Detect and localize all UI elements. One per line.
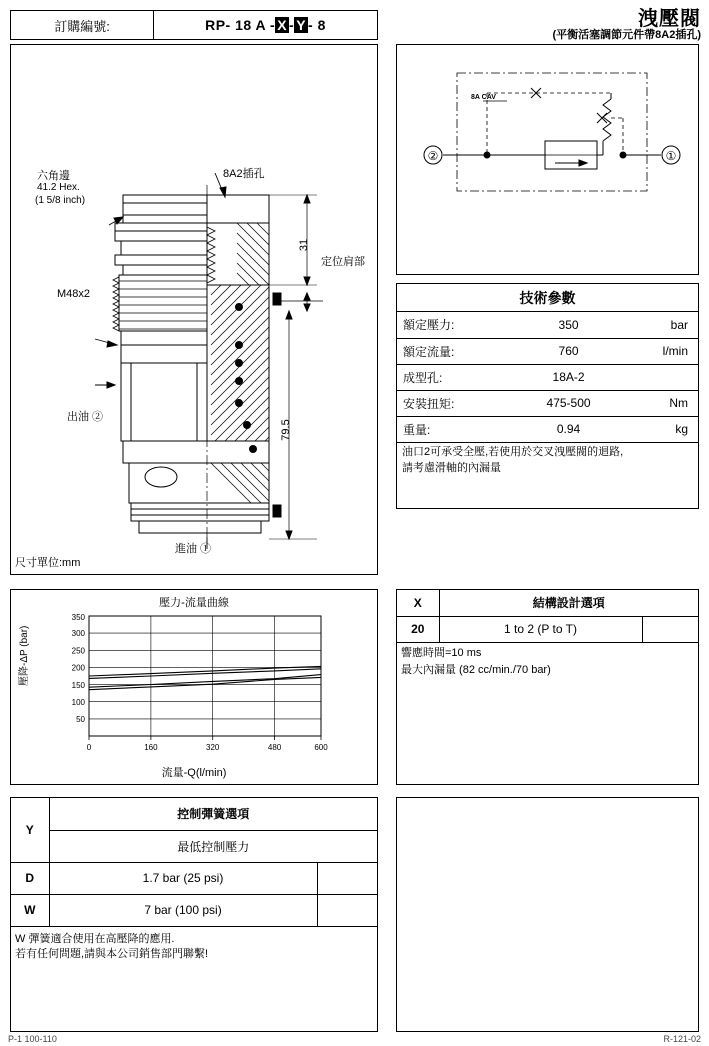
chart-ylabel: 壓降-ΔP (bar) (19, 625, 30, 686)
y-row-blank (317, 862, 377, 894)
y-title: 控制彈簧選項 (49, 798, 377, 830)
hex-label-line3: (1 5/8 inch) (35, 195, 86, 206)
svg-text:300: 300 (71, 629, 85, 638)
svg-text:②: ② (427, 149, 439, 163)
order-code-label: 訂購編號: (54, 18, 110, 34)
footer-right-code: R-121-02 (663, 1034, 701, 1044)
unit-note: 尺寸單位:mm (15, 557, 81, 569)
x-title: 結構設計選項 (439, 590, 698, 616)
pressure-flow-chart-panel (10, 589, 378, 785)
thread-label: M48x2 (57, 288, 91, 300)
spec-note-line1: 油口2可承受全壓,若使用於交叉洩壓閥的迴路, (402, 445, 624, 458)
y-option-table (11, 798, 377, 927)
table-row (11, 894, 377, 926)
order-code-row (10, 10, 378, 40)
x-option-table (397, 590, 698, 643)
svg-text:8A CAV: 8A CAV (471, 94, 496, 101)
svg-text:0: 0 (86, 743, 92, 752)
empty-panel (396, 797, 699, 1032)
table-subheader-row (11, 830, 377, 862)
spec-key: 安裝扭矩: (397, 390, 511, 416)
spec-value: 350 (511, 312, 625, 338)
svg-text:200: 200 (71, 663, 85, 673)
table-row (11, 862, 377, 894)
svg-text:160: 160 (144, 743, 158, 752)
order-code-x: X (277, 17, 288, 33)
callout-8a2-label: 8A2插孔 (223, 168, 265, 180)
x-row-value: 1 to 2 (P to T) (439, 616, 642, 642)
spec-value: 0.94 (511, 416, 625, 442)
order-code-text (205, 17, 326, 33)
y-row-key: D (11, 862, 49, 894)
y-row-value: 1.7 bar (25 psi) (49, 862, 317, 894)
spec-unit: l/min (626, 338, 698, 364)
y-row-key: W (11, 894, 49, 926)
svg-text:320: 320 (206, 743, 220, 752)
y-note-line2: 若有任何問題,請與本公司銷售部門聯繫! (15, 947, 209, 960)
cartridge-valve-drawing (11, 45, 377, 574)
spec-value: 475-500 (511, 390, 625, 416)
order-code-prefix: RP- 18 A - (205, 17, 276, 33)
order-code-box (153, 11, 377, 39)
spec-value: 18A-2 (511, 364, 625, 390)
chart-title: 壓力-流量曲線 (159, 597, 229, 609)
page-subtitle: (平衡活塞調節元件帶8A2插孔) (552, 29, 701, 41)
hydraulic-schematic-panel (396, 44, 699, 275)
table-row (397, 616, 698, 642)
spec-table (397, 312, 698, 443)
product-drawing-panel (10, 44, 378, 575)
order-code-y: Y (296, 17, 307, 33)
x-note-line2: 最大內漏量 (82 cc/min./70 bar) (401, 663, 551, 676)
spec-unit: kg (626, 416, 698, 442)
x-row-blank (642, 616, 698, 642)
page-title: 洩壓閥 (638, 8, 701, 30)
y-note-line1: W 彈簧適合使用在高壓降的應用. (15, 932, 175, 945)
y-subtitle: 最低控制壓力 (49, 830, 377, 862)
svg-text:350: 350 (71, 613, 85, 622)
svg-text:①: ① (665, 149, 677, 163)
svg-text:31: 31 (298, 238, 310, 252)
table-row (397, 390, 698, 416)
table-row (397, 416, 698, 442)
y-key-header: Y (11, 798, 49, 862)
spec-unit: Nm (626, 390, 698, 416)
spec-unit (626, 364, 698, 390)
y-row-blank (317, 894, 377, 926)
svg-text:150: 150 (71, 681, 85, 690)
svg-text:100: 100 (71, 698, 85, 707)
y-option-panel (10, 797, 378, 1032)
order-code-suffix: - 8 (308, 17, 326, 33)
chart-xlabel: 流量-Q(l/min) (161, 767, 227, 779)
outlet-label: 出油 ② (67, 411, 104, 423)
inlet-label: 進油 ① (175, 543, 212, 555)
y-row-value: 7 bar (100 psi) (49, 894, 317, 926)
hex-label-line2: 41.2 Hex. (37, 182, 80, 193)
footer-left-code: P-1 100-110 (8, 1034, 57, 1044)
hydraulic-schematic (397, 45, 698, 274)
x-note-line1: 響應時間=10 ms (401, 646, 482, 659)
spec-value: 760 (511, 338, 625, 364)
spec-note-line2: 請考慮滑軸的內漏量 (402, 462, 501, 475)
table-header-row (397, 590, 698, 616)
table-row (397, 338, 698, 364)
spec-title: 技術參數 (397, 284, 698, 312)
technical-spec-panel (396, 283, 699, 509)
pressure-flow-chart (11, 608, 377, 758)
svg-text:50: 50 (76, 715, 85, 724)
hex-label-line1: 六角邊 (37, 170, 70, 182)
x-row-key: 20 (397, 616, 439, 642)
spec-unit: bar (626, 312, 698, 338)
order-code-dash: - (289, 17, 295, 33)
table-row (397, 364, 698, 390)
spec-key: 額定流量: (397, 338, 511, 364)
svg-text:480: 480 (267, 743, 282, 752)
shoulder-label: 定位肩部 (321, 256, 365, 268)
spec-key: 成型孔: (397, 364, 511, 390)
table-header-row (11, 798, 377, 830)
x-key-header: X (397, 590, 439, 616)
svg-text:250: 250 (71, 646, 85, 656)
svg-text:600: 600 (314, 743, 328, 752)
spec-key: 重量: (397, 416, 511, 442)
x-option-panel (396, 589, 699, 785)
svg-text:79.5: 79.5 (280, 419, 292, 441)
table-row (397, 312, 698, 338)
spec-key: 額定壓力: (397, 312, 511, 338)
